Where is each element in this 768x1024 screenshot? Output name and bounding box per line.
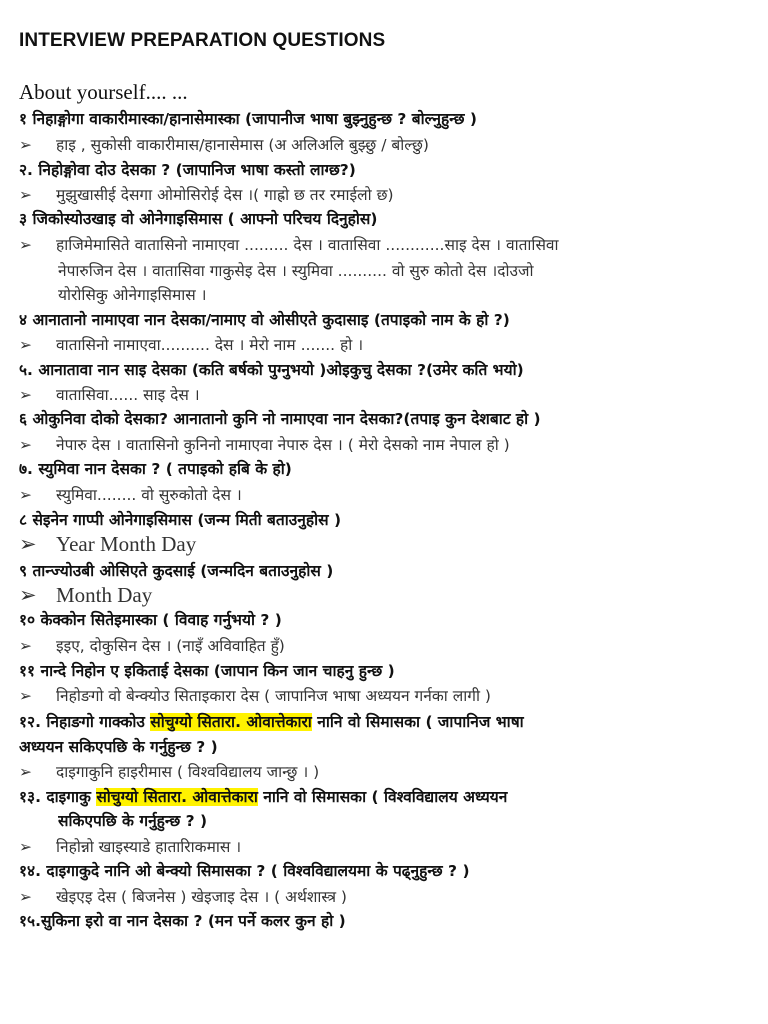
arrow-bullet-icon: ➢	[19, 637, 32, 655]
line-text: स्युमिवा........ वो सुरुकोतो देस ।	[56, 486, 242, 504]
line-text: नानि वो सिमासका ( जापानिज भाषा	[311, 713, 524, 731]
arrow-bullet-icon: ➢	[19, 236, 32, 254]
answer-line	[58, 260, 768, 282]
arrow-bullet-icon: ➢	[19, 336, 32, 354]
question-line	[19, 359, 739, 381]
question-line	[19, 108, 739, 130]
question-line	[19, 408, 739, 430]
question-line	[19, 159, 739, 181]
line-text: वातासिवा...... साइ देस ।	[56, 386, 200, 404]
question-line	[19, 736, 739, 758]
line-text: Year Month Day	[56, 532, 197, 556]
question-line	[19, 609, 739, 631]
line-text: Month Day	[56, 583, 153, 607]
document-title: INTERVIEW PREPARATION QUESTIONS	[19, 30, 386, 51]
highlighted-text: सोचुग्यो सितारा. ओवात्तेकारा	[96, 788, 258, 806]
arrow-bullet-icon: ➢	[19, 687, 32, 705]
answer-line	[19, 334, 739, 356]
answer-line	[19, 134, 739, 156]
line-text: नेपारुजिन देस । वातासिवा गाकुसेइ देस । स्युमिवा .......... वो सुरु कोतो देस ।दोउजो	[58, 262, 534, 280]
line-text: योरोसिकु ओनेगाइसिमास ।	[58, 286, 207, 304]
answer-line	[19, 761, 739, 783]
answer-line	[19, 685, 739, 707]
line-text: १४. दाइगाकुदे नानि ओ बेन्क्यो सिमासका ? ( विश्वविद्यालयमा के पढ्नुहुन्छ ? )	[19, 862, 470, 880]
line-text: नानि वो सिमासका ( विश्वविद्यालय अध्ययन	[257, 788, 508, 806]
line-text: १० केक्कोन सितेइमास्का ( विवाह गर्नुभयो ? )	[19, 611, 282, 629]
line-text: नेपारु देस । वातासिनो कुनिनो नामाएवा नेपारु देस । ( मेरो देसको नाम नेपाल हो )	[56, 436, 510, 454]
line-text: ६ ओकुनिवा दोको देसका? आनातानो कुनि नो नामाएवा नान देसका?(तपाइ कुन देशबाट हो )	[19, 410, 541, 428]
arrow-bullet-icon: ➢	[19, 763, 32, 781]
section-heading: About yourself.... ...	[19, 80, 188, 104]
answer-line	[19, 886, 739, 908]
line-text: अध्ययन सकिएपछि के गर्नुहुन्छ ? )	[19, 738, 218, 756]
answer-line	[19, 836, 739, 858]
arrow-bullet-icon: ➢	[19, 888, 32, 906]
arrow-bullet-icon: ➢	[19, 486, 32, 504]
line-text: निहोङगो वो बेन्क्योउ सिताइकारा देस ( जापानिज भाषा अध्ययन गर्नका लागी )	[56, 687, 491, 705]
line-text: दाइगाकुनि हाइरीमास ( विश्वविद्यालय जान्छु । )	[56, 763, 320, 781]
line-text: मुझुखासीई देसगा ओमोसिरोई देस ।( गाह्रो छ तर रमाईलो छ)	[56, 186, 394, 204]
line-text: ५. आनातावा नान साइ देसका (कति बर्षको पुग्नुभयो )ओइकुचु देसका ?(उमेर कति भयो)	[19, 361, 524, 379]
arrow-bullet-icon: ➢	[19, 136, 32, 154]
question-line	[58, 810, 768, 832]
line-text: १२. निहाङगो गाक्कोउ	[19, 713, 151, 731]
line-text: वातासिनो नामाएवा.......... देस । मेरो नाम ....... हो ।	[56, 336, 364, 354]
arrow-bullet-icon: ➢	[19, 386, 32, 404]
answer-line	[19, 531, 739, 557]
line-text: खेइएइ देस ( बिजनेस ) खेइजाइ देस । ( अर्थशास्त्र )	[56, 888, 347, 906]
question-line	[19, 560, 739, 582]
question-line	[19, 208, 739, 230]
line-text: ७. स्युमिवा नान देसका ? ( तपाइको हबि के हो)	[19, 460, 292, 478]
line-text: हाइ , सुकोसी वाकारीमास/हानासेमास (अ अलिअलि बुझ्छु / बोल्छु)	[56, 136, 429, 154]
line-text: इइए, दोकुसिन देस । (नाइँ अविवाहित हुँ)	[56, 637, 285, 655]
answer-line	[19, 384, 739, 406]
line-text: २. निहोङ्गोवा दोउ देसका ? (जापानिज भाषा कस्तो लाग्छ?)	[19, 161, 356, 179]
question-line	[19, 860, 739, 882]
question-line	[19, 910, 739, 932]
line-text: निहोन्नो खाइस्याडे हातारािकमास ।	[56, 838, 242, 856]
arrow-bullet-icon: ➢	[19, 186, 32, 204]
highlighted-text: सोचुग्यो सितारा. ओवात्तेकारा	[150, 713, 312, 731]
line-text: ८ सेइनेन गाप्पी ओनेगाइसिमास (जन्म मिती बताउनुहोस )	[19, 511, 342, 529]
answer-line	[19, 434, 739, 456]
question-line	[19, 309, 739, 331]
question-line	[19, 509, 739, 531]
arrow-bullet-icon: ➢	[19, 532, 37, 556]
line-text: हाजिमेमासिते वातासिनो नामाएवा ......... देस । वातासिवा ............साइ देस । वातासिवा	[56, 236, 559, 254]
arrow-bullet-icon: ➢	[19, 436, 32, 454]
line-text: १३. दाइगाकु	[19, 788, 97, 806]
line-text: १५.सुकिना इरो वा नान देसका ? (मन पर्ने कलर कुन हो )	[19, 912, 346, 930]
line-text: सकिएपछि के गर्नुहुन्छ ? )	[58, 812, 208, 830]
line-text: १ निहाङ्गोगा वाकारीमास्का/हानासेमास्का (जापानीज भाषा बुझ्नुहुन्छ ? बोल्नुहुन्छ )	[19, 110, 477, 128]
answer-line	[19, 635, 739, 657]
answer-line	[19, 582, 739, 608]
line-text: ४ आनातानो नामाएवा नान देसका/नामाए वो ओसीएते कुदासाइ (तपाइको नाम के हो ?)	[19, 311, 510, 329]
answer-line	[19, 484, 739, 506]
question-line	[19, 458, 739, 480]
question-line	[19, 660, 739, 682]
answer-line	[58, 284, 768, 306]
question-line	[19, 786, 739, 808]
arrow-bullet-icon: ➢	[19, 583, 37, 607]
line-text: ३ जिकोस्योउखाइ वो ओनेगाइसिमास ( आफ्नो परिचय दिनुहोस)	[19, 210, 378, 228]
question-line	[19, 711, 739, 733]
arrow-bullet-icon: ➢	[19, 838, 32, 856]
line-text: ११ नान्दे निहोन ए इकिताई देसका (जापान किन जान चाहनु हुन्छ )	[19, 662, 395, 680]
line-text: ९ तान्ज्योउबी ओसिएते कुदसाई (जन्मदिन बताउनुहोस )	[19, 562, 334, 580]
answer-line	[19, 234, 739, 256]
answer-line	[19, 184, 739, 206]
